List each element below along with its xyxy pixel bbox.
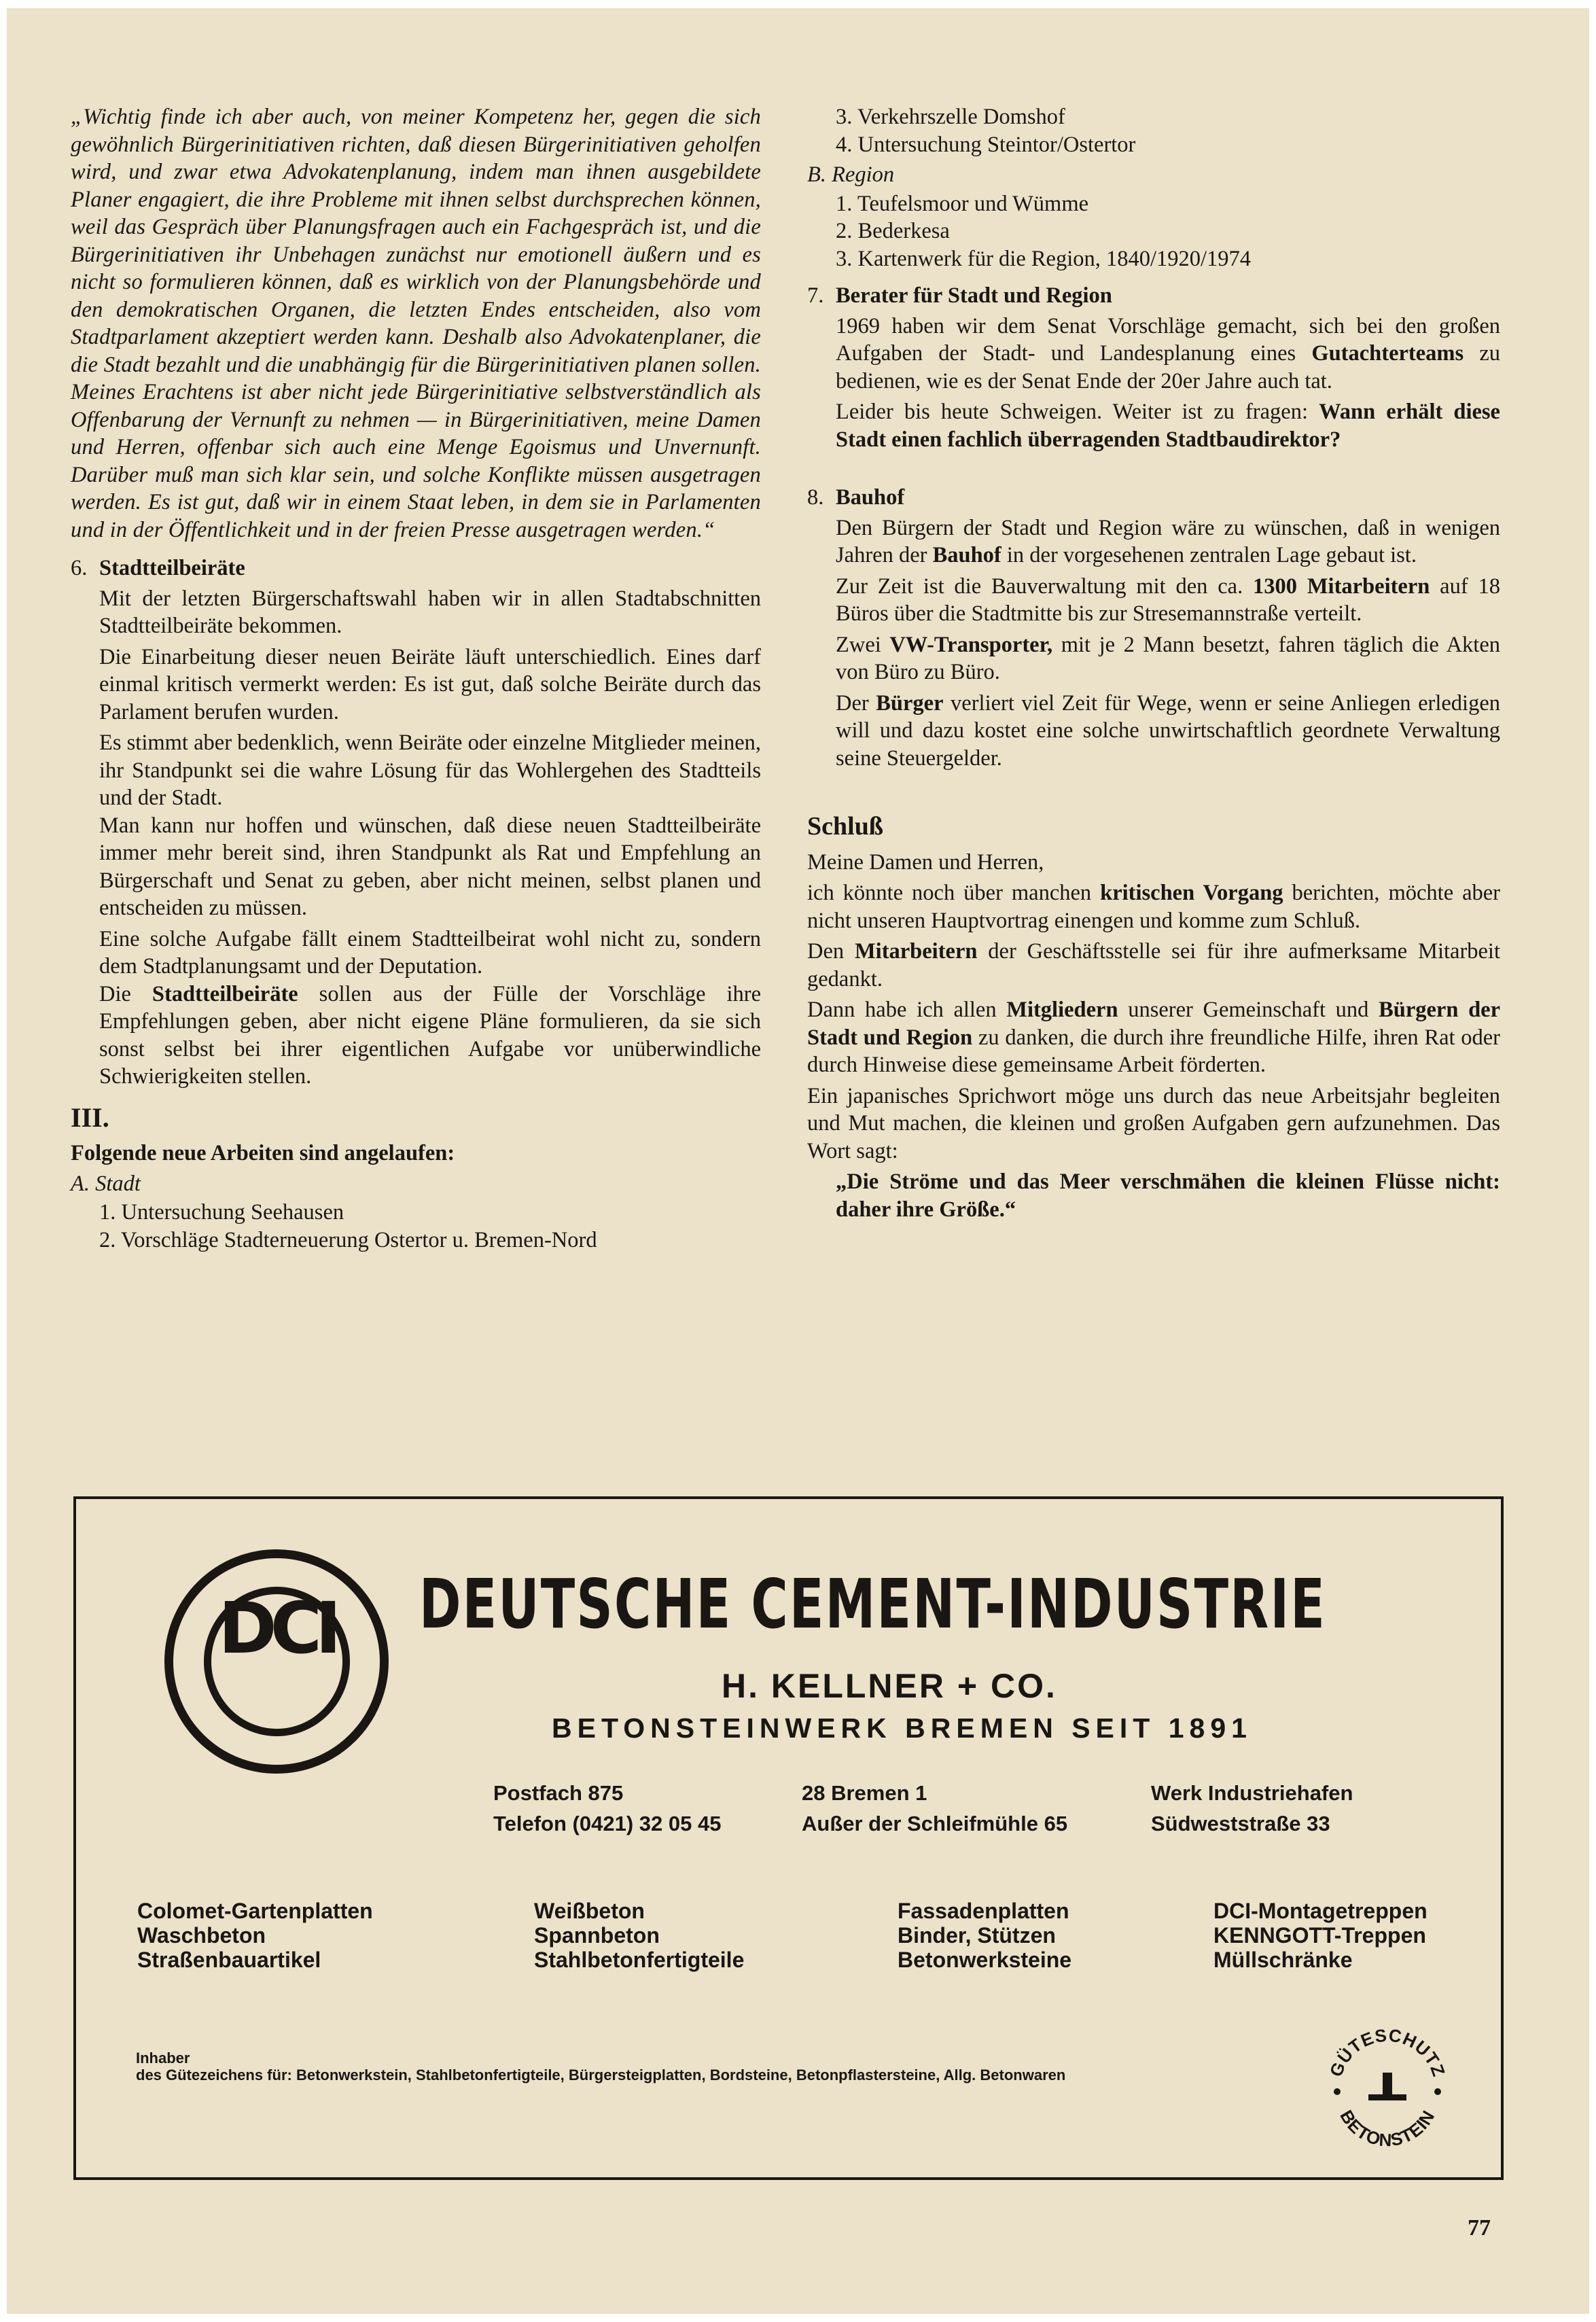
text: Den [807,939,855,964]
product-column [137,1899,373,1972]
bold-text: Mitgliedern [1006,998,1118,1022]
paragraph: Man kann nur hoffen und wünschen, daß diese neuen Stadtteilbeiräte immer mehr bereit sind, ihren Standpunkt als Rat und Empfehlung an Bürgerschaft und Senat zu geben, aber nicht meinen, selbst planen und entscheiden zu müssen. [99,813,761,920]
section-8-number: 8. [807,485,824,510]
page [7,8,1589,2314]
inhaber-text: des Gütezeichens für: Betonwerkstein, Stahlbetonfertigteile, Bürgersteigplatten, Bordsteine, Betonpflastersteine, Allg. Betonwaren [136,2066,1066,2083]
text: Zur Zeit ist die Bauverwaltung mit den ca. [836,574,1254,599]
product-item: Colomet-Gartenplatten [137,1899,373,1923]
product-column [534,1899,744,1972]
bold-text: Wann erhält diese Stadt einen fachlich überragenden Stadtbaudirektor? [836,400,1500,452]
advertisement [73,1496,1504,2180]
section-8-heading [807,484,1500,512]
paragraph [836,398,1500,453]
bold-text: Bürger [876,690,944,716]
paragraph [99,981,761,1091]
text: auf 18 Büros über die Stadtmitte bis zur Stresemannstraße verteilt. [836,574,1501,626]
text: der Geschäftsstelle sei für ihre aufmerksame Mitarbeit gedankt. [807,939,1500,991]
right-column [807,103,1500,1227]
svg-text:GÜTESCHUTZ: GÜTESCHUTZ [1325,2024,1450,2080]
address-line: Südweststraße 33 [1151,1812,1330,1835]
section-6-number: 6. [71,556,88,580]
inhaber-label: Inhaber [136,2050,190,2066]
product-column [898,1899,1071,1972]
text: Leider bis heute Schweigen. Weiter ist zu fragen: [836,400,1319,424]
section-roman-numeral: III. [71,1102,109,1133]
text: Zwei [836,632,890,657]
product-item: Straßenbauartikel [137,1948,321,1972]
page-number: 77 [1468,2215,1491,2240]
address-line: Außer der Schleifmühle 65 [802,1812,1068,1835]
paragraph [836,514,1500,569]
address-block-street [802,1778,1067,1839]
new-works-heading: Folgende neue Arbeiten sind angelaufen: [71,1141,455,1165]
paragraph [836,313,1500,395]
text: ich könnte noch über manchen [807,881,1101,905]
address-line: Werk Industriehafen [1151,1781,1353,1805]
list-item: 2. Bederkesa [836,219,950,243]
paragraph [836,690,1500,773]
guteschutz-seal-icon [1319,2021,1455,2157]
section-6-title: Stadtteilbeiräte [99,556,245,580]
product-item: Spannbeton [534,1923,660,1948]
dci-logo [164,1549,389,1774]
paragraph [836,631,1500,686]
bold-text: Mitarbeitern [854,939,978,964]
list-item: 2. Vorschläge Stadterneuerung Ostertor u. Bremen-Nord [99,1227,597,1252]
paragraph [807,879,1500,934]
section-7-title: Berater für Stadt und Region [836,283,1112,308]
dci-logo-text: DCI [218,1587,335,1670]
proverb-quote: „Die Ströme und das Meer verschmähen die kleinen Flüsse nicht: daher ihre Größe.“ [836,1169,1500,1222]
text: Der [836,690,876,716]
list-item: 3. Verkehrszelle Domshof [836,105,1065,129]
product-item: Müllschränke [1213,1948,1353,1972]
bold-text: 1300 Mitarbeitern [1253,574,1430,599]
company-name: DEUTSCHE CEMENT-INDUSTRIE [419,1564,1327,1644]
address-line: 28 Bremen 1 [802,1781,927,1805]
text: zu danken, die durch ihre freundliche Hilfe, ihren Rat oder durch Hinweise diese gemeinsame Arbeit förderten. [807,1025,1500,1077]
svg-text:BETONSTEIN: BETONSTEIN [1336,2106,1439,2151]
quality-mark-note [136,2050,1065,2083]
list-heading-b: B. Region [807,162,895,187]
address-line: Postfach 875 [493,1781,624,1805]
product-item: Fassadenplatten [898,1899,1069,1923]
paragraph: Es stimmt aber bedenklich, wenn Beiräte oder einzelne Mitglieder meinen, ihr Standpunkt sei die wahre Lösung für das Wohlergehen des Stadtteils und der Stadt. [99,731,761,810]
product-item: Stahlbetonfertigteile [534,1948,745,1972]
product-item: Binder, Stützen [898,1923,1056,1948]
text: in der vorgesehenen zentralen Lage gebaut ist. [1001,543,1417,567]
left-column [71,103,761,1254]
paragraph: Die Einarbeitung dieser neuen Beiräte läuft unterschiedlich. Eines darf einmal kritisch vermerkt werden: Es ist gut, daß solche Beiräte durch das Parlament berufen wurden. [99,644,761,724]
product-item: Waschbeton [137,1923,266,1948]
paragraph: Meine Damen und Herren, [807,849,1044,875]
address-block-postfach [493,1778,721,1839]
text: unserer Gemeinschaft und [1118,998,1379,1022]
text: zu bedienen, wie es der Senat Ende der 20er Jahre auch tat. [836,341,1500,393]
product-item: KENNGOTT-Treppen [1213,1923,1426,1948]
address-block-works [1151,1778,1353,1839]
list-item: 1. Untersuchung Seehausen [99,1200,344,1225]
product-column [1213,1899,1427,1972]
quote-paragraph: „Wichtig finde ich aber auch, von meiner Kompetenz her, gegen die sich gewöhnlich Bürgerinitiativen richten, daß diesen Bürgerinitiativen geholfen wird, und zwar etwa Advokatenplanung, indem man ihnen ausgebildete Planer engagiert, die ihre Probleme mit ihnen selbst durchsprechen können, weil das Gespräch über Planungsfragen auch ein Fachgespräch ist, und die Bürgerinitiativen ihr Unbehagen zunächst nur emotionell äußern und es nicht so formulieren können, daß es wirklich von der Planungsbehörde und den demokratischen Organen, die letzten Endes entscheiden, also vom Stadtparlament akzeptiert werden kann. Deshalb also Advokatenplaner, die die Stadt bezahlt und die unabhängig für die Bürgerinitiativen planen sollen. Meines Erachtens ist aber nicht jede Bürgerinitiative selbstverständlich als Offenbarung der Vernunft zu nehmen — in Bürgerinitiativen, meine Damen und Herren, offenbar sich auch eine Menge Egoismus und Unvernunft. Darüber muß man sich klar sein, und solche Konflikte müssen ausgetragen werden. Es ist gut, daß wir in einem Staat leben, in dem sie in Parlamenten und in der Öffentlichkeit und in der freien Presse ausgetragen werden.“ [71,105,761,542]
list-item: 1. Teufelsmoor und Wümme [836,191,1089,216]
schluss-heading: Schluß [807,812,883,841]
section-7-heading [807,282,1500,310]
paragraph [807,996,1500,1079]
bold-text: kritischen Vorgang [1100,881,1283,905]
bold-text: Bauhof [932,543,1001,567]
list-item: 3. Kartenwerk für die Region, 1840/1920/1974 [836,246,1252,271]
company-subtitle: BETONSTEINWERK BREMEN SEIT 1891 [552,1712,1252,1744]
address-line: Telefon (0421) 32 05 45 [493,1812,722,1835]
paragraph [807,938,1500,993]
paragraph [836,573,1500,628]
bold-text: VW-Transporter, [889,632,1053,657]
bold-text: Gutachterteams [1311,341,1464,366]
text: sollen aus der Fülle der Vorschläge ihre Empfehlungen geben, aber nicht eigene Pläne formulieren, da sie sich sonst selbst bei ihrer eigentlichen Aufgabe vor unüberwindliche Schwierigkeiten stellen. [99,981,761,1089]
section-7-number: 7. [807,283,824,308]
bold-text: Stadtteilbeiräte [152,981,298,1006]
list-item: 4. Untersuchung Steintor/Ostertor [836,132,1136,157]
product-item: Weißbeton [534,1899,645,1923]
text: Den Bürgern der Stadt und Region wäre zu wünschen, daß in wenigen Jahren der [836,515,1500,567]
product-item: Betonwerksteine [898,1948,1072,1972]
paragraph: Ein japanisches Sprichwort möge uns durch das neue Arbeitsjahr begleiten und Mut machen, die kleinen und großen Aufgaben gern aufzunehmen. Das Wort sagt: [807,1083,1500,1163]
section-6-heading [71,555,761,582]
text: Die [99,981,152,1006]
text: mit je 2 Mann besetzt, fahren täglich die Akten von Büro zu Büro. [836,632,1501,684]
product-item: DCI-Montagetreppen [1213,1899,1427,1923]
paragraph: Eine solche Aufgabe fällt einem Stadtteilbeirat wohl nicht zu, sondern dem Stadtplanungsamt und der Deputation. [99,926,761,979]
section-8-title: Bauhof [836,485,905,510]
paragraph: Mit der letzten Bürgerschaftswahl haben wir in allen Stadtabschnitten Stadtteilbeiräte bekommen. [99,586,761,638]
list-heading-a: A. Stadt [71,1171,141,1196]
text: Dann habe ich allen [807,998,1007,1022]
bold-text: Bürgern der Stadt und Region [807,998,1501,1050]
text: 1969 haben wir dem Senat Vorschläge gemacht, sich bei den großen Aufgaben der Stadt- und Landesplanung eines [836,313,1500,366]
owner-name: H. KELLNER + CO. [722,1667,1057,1705]
text: verliert viel Zeit für Wege, wenn er seine Anliegen erledigen will und dazu kostet eine solche unwirtschaftlich geordnete Verwaltung seine Steuergelder. [836,690,1500,771]
text: berichten, möchte aber nicht unseren Hauptvortrag einengen und komme zum Schluß. [807,881,1500,933]
spacer [807,457,1500,484]
